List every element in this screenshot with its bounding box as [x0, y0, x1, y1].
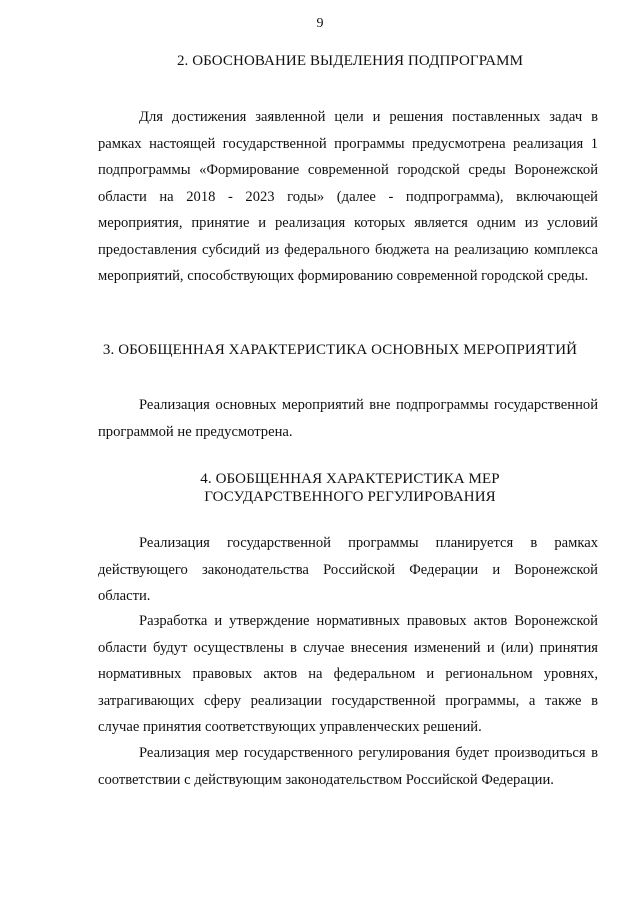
- section-2-heading: 2. ОБОСНОВАНИЕ ВЫДЕЛЕНИЯ ПОДПРОГРАММ: [176, 53, 524, 69]
- section-4-paragraph-2: Разработка и утверждение нормативных правовых актов Воронежской области будут осуществлены в случае внесения изменений и (или) принятия нормативных правовых актов на федеральном и региональном уровнях, затрагивающих сферу реализации государственной программы, а также в случае принятия соответствующих управленческих решений.: [98, 613, 598, 735]
- section-4-paragraph-3: Реализация мер государственного регулирования будет производиться в соответствии с действующим законодательством Российской Федерации.: [98, 745, 598, 788]
- section-2-paragraph: Для достижения заявленной цели и решения поставленных задач в рамках настоящей государственной программы предусмотрена реализация 1 подпрограммы «Формирование современной городской среды Воронежской области на 2018 - 2023 годы» (далее - подпрограмма), включающей мероприятия, принятие и реализация которых является одним из условий предоставления субсидий из федерального бюджета на реализацию комплекса мероприятий, способствующих формированию современной городской среды.: [98, 109, 598, 284]
- section-3-heading: 3. ОБОБЩЕННАЯ ХАРАКТЕРИСТИКА ОСНОВНЫХ МЕРОПРИЯТИЙ: [102, 342, 578, 358]
- page-number: 9: [316, 16, 324, 31]
- section-3-paragraph: Реализация основных мероприятий вне подпрограммы государственной программой не предусмотрена.: [98, 397, 598, 440]
- section-4-heading-line-2: ГОСУДАРСТВЕННОГО РЕГУЛИРОВАНИЯ: [204, 489, 496, 505]
- section-4-heading-line-1: 4. ОБОБЩЕННАЯ ХАРАКТЕРИСТИКА МЕР: [200, 471, 500, 487]
- section-4-paragraph-1: Реализация государственной программы планируется в рамках действующего законодательства Российской Федерации и Воронежской области.: [98, 535, 598, 604]
